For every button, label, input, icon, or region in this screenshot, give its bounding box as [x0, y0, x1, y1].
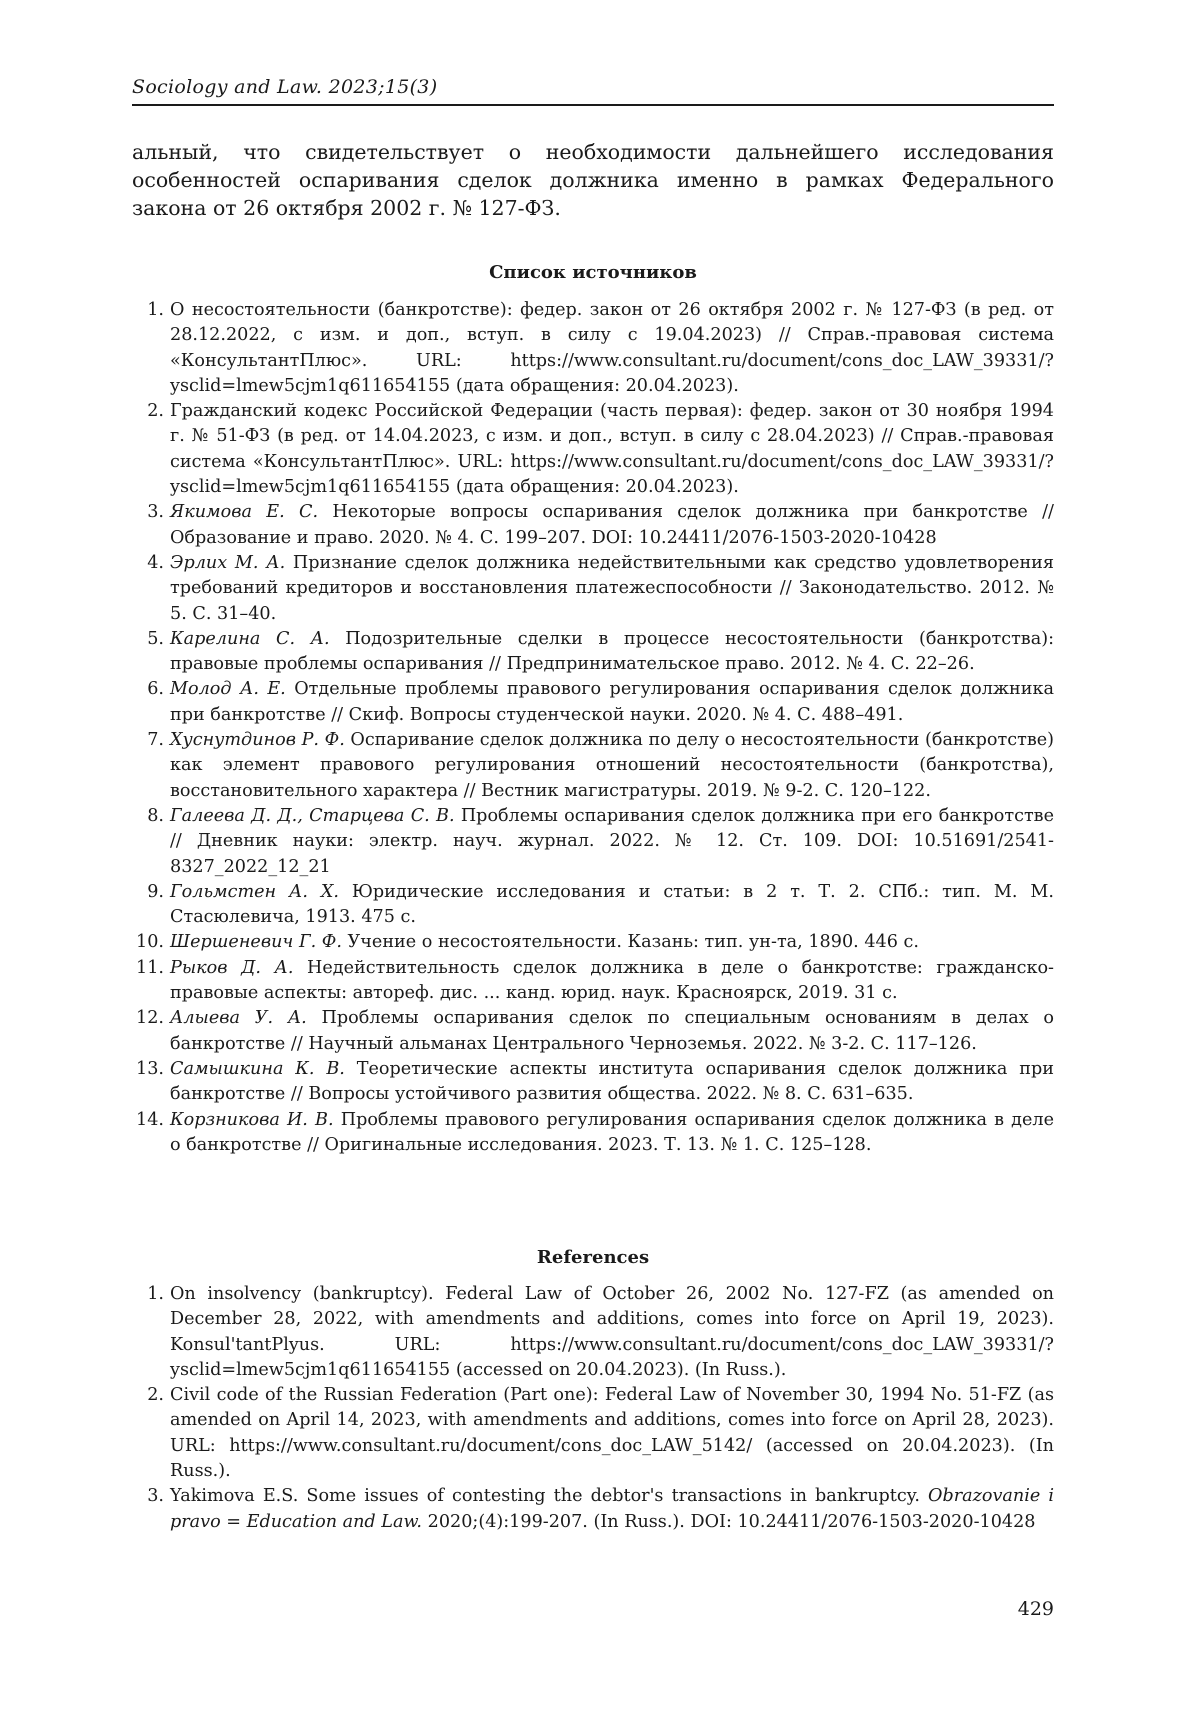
item-number: 5. — [147, 628, 164, 649]
item-number: 3. — [147, 502, 164, 523]
item-author: Хуснутдинов Р. Ф. — [170, 730, 345, 751]
item-number: 6. — [147, 679, 164, 700]
item-text: Подозрительные сделки в процессе несостоятельности (банкротства): правовые проблемы оспаривания // Предпринимательское право. 2012. № 4. С. 22–26. — [170, 628, 1054, 675]
source-item — [132, 677, 1054, 728]
item-author: Шершеневич Г. Ф. — [170, 932, 342, 953]
source-item — [132, 1006, 1054, 1057]
item-number: 14. — [136, 1109, 164, 1130]
source-item — [132, 956, 1054, 1007]
source-item — [132, 298, 1054, 399]
item-number: 7. — [147, 730, 164, 751]
item-text: On insolvency (bankruptcy). Federal Law of October 26, 2002 No. 127-FZ (as amended on December 28, 2022, with amendments and additions, comes into force on April 19, 2023). Konsul'tantPlyus. URL: https://www.consultant.ru/document/cons_doc_LAW_39331/?ysclid=lmew5cjm1q611654155 (accessed on 20.04.2023). (In Russ.). — [170, 1284, 1054, 1380]
item-author: Самышкина К. В. — [170, 1058, 345, 1079]
item-journal: Obrazovanie i pravo = Education and Law. — [170, 1486, 1054, 1532]
intro-paragraph: альный, что свидетельствует о необходимости дальнейшего исследования особенностей оспаривания сделок должника именно в рамках Федерального закона от 26 октября 2002 г. № 127-ФЗ. — [132, 140, 1054, 220]
item-author: Молод А. Е. — [170, 679, 286, 700]
item-text: Проблемы оспаривания сделок по специальным основаниям в делах о банкротстве // Научный альманах Центрального Черноземья. 2022. № 3-2. С. 117–126. — [170, 1008, 1055, 1054]
reference-item — [132, 1282, 1054, 1383]
item-number: 1. — [147, 1284, 164, 1304]
source-item — [132, 627, 1054, 678]
item-author: Якимова Е. С. — [170, 502, 319, 523]
source-item — [132, 880, 1054, 931]
item-number: 12. — [136, 1008, 164, 1029]
item-author: Гольмстен А. Х. — [170, 881, 339, 902]
item-number: 2. — [147, 1385, 164, 1406]
item-author: Карелина С. А. — [170, 628, 330, 649]
item-author: Алыева У. А. — [170, 1008, 307, 1029]
item-number: 9. — [147, 881, 164, 902]
item-author: Корзникова И. В. — [170, 1109, 334, 1130]
reference-item — [132, 1484, 1054, 1535]
item-text: Проблемы правового регулирования оспаривания сделок должника в деле о банкротстве // Оригинальные исследования. 2023. Т. 13. № 1. С. 125–128. — [170, 1109, 1054, 1155]
sources-list — [132, 298, 1054, 1158]
item-number: 1. — [147, 300, 164, 320]
item-number: 3. — [147, 1486, 164, 1507]
references-title: References — [536, 1247, 650, 1268]
sources-title: Список источников — [489, 262, 697, 283]
journal-header: Sociology and Law. 2023;15(3) — [132, 76, 1054, 106]
item-number: 4. — [147, 552, 164, 573]
source-item — [132, 804, 1054, 880]
item-text: Оспаривание сделок должника по делу о несостоятельности (банкротстве) как элемент правового регулирования отношений несостоятельности (банкротства), восстановительного характера // Вестник магистратуры. 2019. № 9-2. С. 120–122. — [170, 730, 1055, 801]
item-text: Civil code of the Russian Federation (Part one): Federal Law of November 30, 1994 No. 51-FZ (as amended on April 14, 2023, with amendments and additions, comes into force on April 28, 2023). URL: https://www.consultant.ru/document/cons_doc_LAW_5142/ (accessed on 20.04.2023). (In Russ.). — [170, 1385, 1054, 1482]
source-item — [132, 1057, 1054, 1108]
item-text: Недействительность сделок должника в деле о банкротстве: гражданско-правовые аспекты: автореф. дис. ... канд. юрид. наук. Красноярск, 2019. 31 с. — [170, 957, 1054, 1004]
page-number: 429 — [1017, 1598, 1054, 1620]
item-number: 10. — [136, 932, 164, 953]
source-item — [132, 930, 1054, 955]
source-item — [132, 551, 1054, 627]
item-author: Рыков Д. А. — [170, 957, 294, 978]
source-item — [132, 399, 1054, 500]
source-item — [132, 500, 1054, 551]
item-number: 11. — [136, 957, 164, 978]
item-text: Отдельные проблемы правового регулирования оспаривания сделок должника при банкротстве // Скиф. Вопросы студенческой науки. 2020. № 4. С. 488–491. — [170, 679, 1054, 725]
item-text: Гражданский кодекс Российской Федерации (часть первая): федер. закон от 30 ноября 1994 г. № 51-ФЗ (в ред. от 14.04.2023, с изм. и доп., вступ. в силу с 28.04.2023) // Справ.-правовая система «КонсультантПлюс». URL: https://www.consultant.ru/document/cons_doc_LAW_39331/?ysclid=lmew5cjm1q611654155 (дата обращения: 20.04.2023). — [170, 401, 1054, 498]
item-text: Учение о несостоятельности. Казань: тип. ун-та, 1890. 446 с. — [341, 932, 919, 953]
references-list — [132, 1282, 1054, 1535]
item-text: Юридические исследования и статьи: в 2 т. Т. 2. СПб.: тип. М. М. Стасюлевича, 1913. 475 с. — [170, 881, 1054, 928]
source-item — [132, 728, 1054, 804]
source-item — [132, 1108, 1054, 1159]
item-number: 8. — [147, 805, 164, 826]
reference-item — [132, 1383, 1054, 1484]
item-text: Yakimova E.S. Some issues of contesting the debtor's transactions in bankruptcy. — [170, 1486, 929, 1507]
item-text: Проблемы оспаривания сделок должника при его банкротстве // Дневник науки: электр. науч. журнал. 2022. № 12. Ст. 109. DOI: 10.51691/2541-8327_2022_12_21 — [170, 805, 1054, 877]
item-text: О несостоятельности (банкротстве): федер. закон от 26 октября 2002 г. № 127-ФЗ (в ред. от 28.12.2022, с изм. и доп., вступ. в силу с 19.04.2023) // Справ.-правовая система «КонсультантПлюс». URL: https://www.consultant.ru/document/cons_doc_LAW_39331/?ysclid=lmew5cjm1q611654155 (дата обращения: 20.04.2023). — [170, 300, 1054, 396]
item-text: Признание сделок должника недействительными как средство удовлетворения требований кредиторов и восстановления платежеспособности // Законодательство. 2012. № 5. С. 31–40. — [170, 552, 1054, 624]
item-author: Эрлих М. А. — [170, 552, 286, 573]
item-author: Галеева Д. Д., Старцева С. В. — [170, 805, 455, 826]
item-number: 13. — [136, 1058, 164, 1079]
item-number: 2. — [147, 401, 164, 422]
item-text-tail: 2020;(4):199-207. (In Russ.). DOI: 10.24411/2076-1503-2020-10428 — [422, 1511, 1036, 1532]
item-text: Теоретические аспекты института оспаривания сделок должника при банкротстве // Вопросы устойчивого развития общества. 2022. № 8. С. 631–635. — [170, 1058, 1054, 1105]
item-text: Некоторые вопросы оспаривания сделок должника при банкротстве // Образование и право. 2020. № 4. С. 199–207. DOI: 10.24411/2076-1503-2020-10428 — [170, 502, 1054, 548]
